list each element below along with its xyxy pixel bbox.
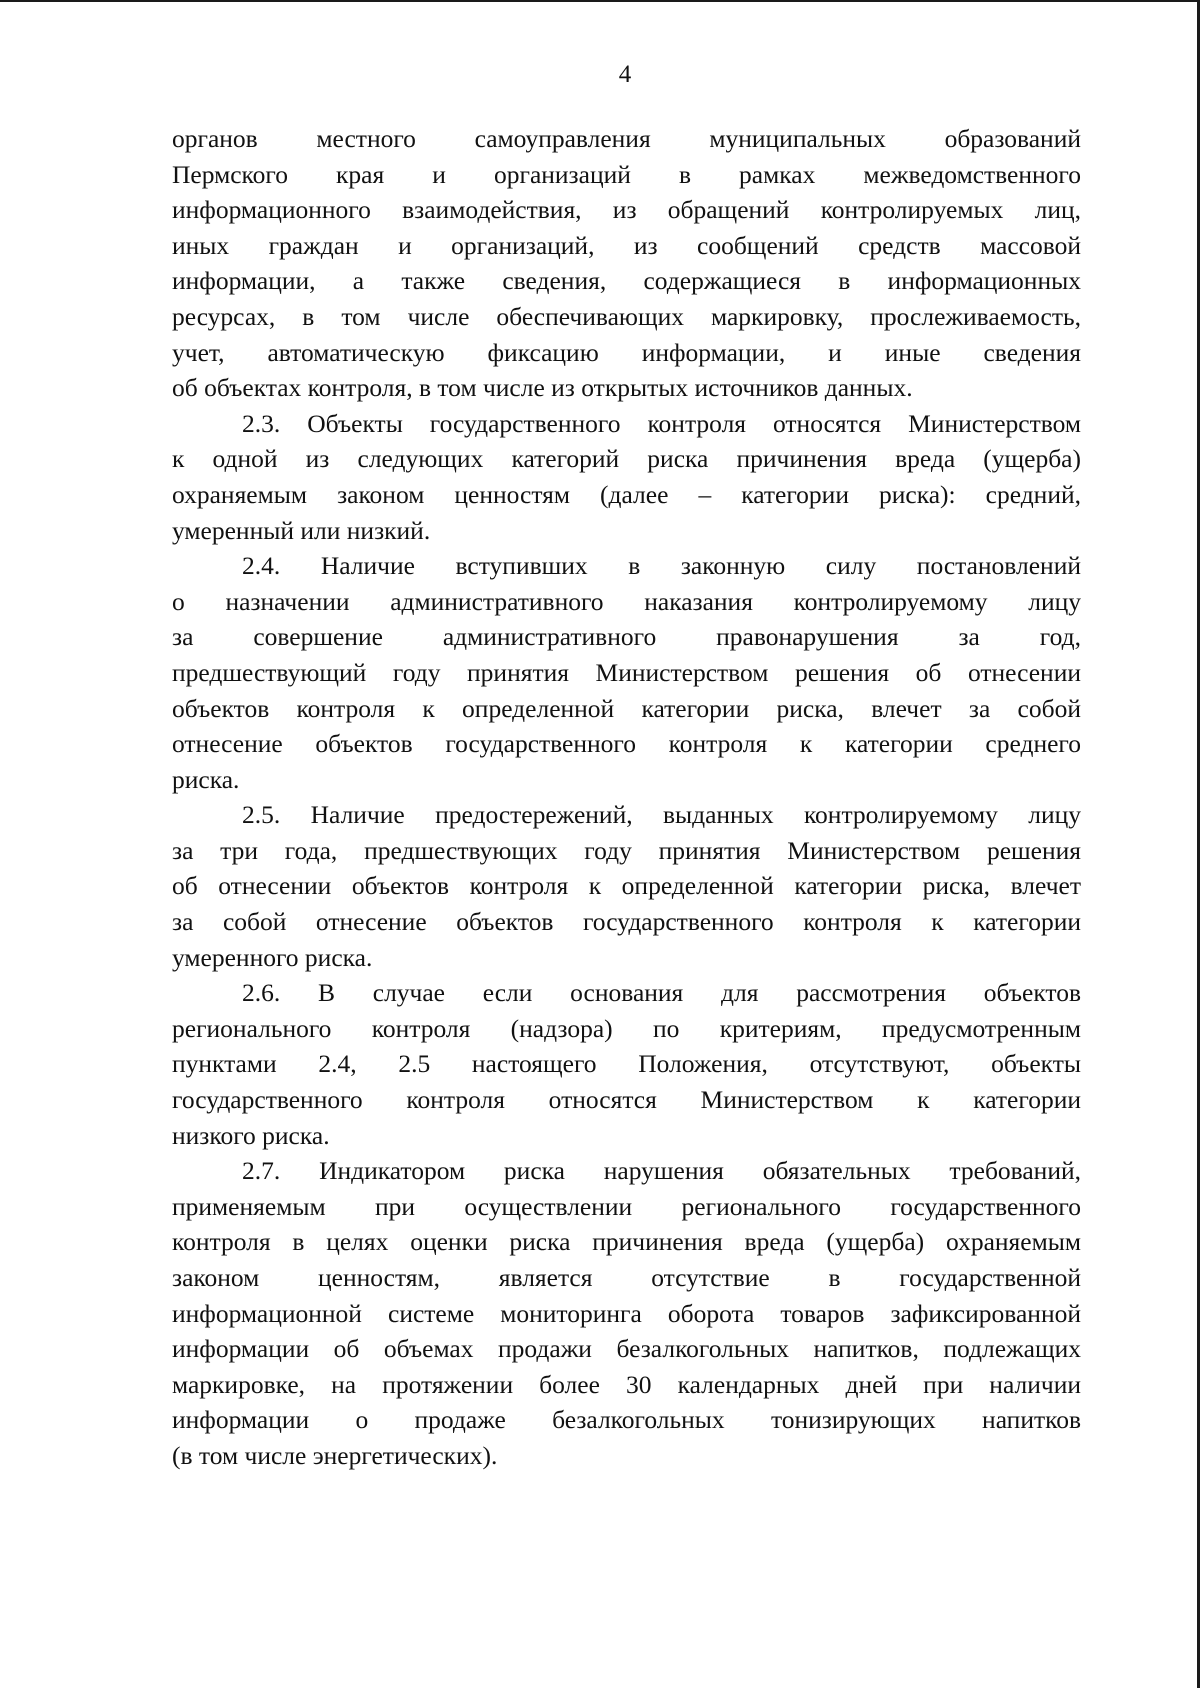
- text-line: пунктами 2.4, 2.5 настоящего Положения, отсутствуют, объекты: [172, 1049, 1081, 1079]
- text-line: о назначении административного наказания контролируемому лицу: [172, 586, 1081, 616]
- text-line: 2.4. Наличие вступивших в законную силу постановлений: [242, 551, 1081, 581]
- text-line: информации об объемах продажи безалкогольных напитков, подлежащих: [172, 1334, 1081, 1364]
- text-line: законом ценностям, является отсутствие в государственной: [172, 1263, 1081, 1292]
- text-line: за три года, предшествующих году принятия Министерством решения: [172, 835, 1081, 865]
- text-line: 2.5. Наличие предостережений, выданных контролируемому лицу: [242, 800, 1081, 830]
- text-line: органов местного самоуправления муниципальных образований: [172, 124, 1081, 153]
- text-line: 2.3. Объекты государственного контроля относятся Министерством: [242, 408, 1081, 438]
- paragraph-2-4: [172, 548, 1081, 797]
- text-line: информационной системе мониторинга оборота товаров зафиксированной: [172, 1298, 1081, 1328]
- text-line: (в том числе энергетических).: [172, 1440, 498, 1470]
- text-line: охраняемым законом ценностям (далее – категории риска): средний,: [172, 479, 1081, 509]
- text-line: применяемым при осуществлении регионального государственного: [172, 1191, 1081, 1221]
- text-line: за собой отнесение объектов государственного контроля к категории: [172, 907, 1081, 937]
- text-line: информации о продаже безалкогольных тонизирующих напитков: [172, 1405, 1081, 1435]
- text-line: низкого риска.: [172, 1120, 330, 1150]
- text-line: 2.6. В случае если основания для рассмотрения объектов: [242, 978, 1081, 1008]
- text-line: информационного взаимодействия, из обращений контролируемых лиц,: [172, 195, 1081, 225]
- text-line: умеренный или низкий.: [172, 515, 431, 545]
- text-line: маркировке, на протяжении более 30 календарных дней при наличии: [172, 1369, 1081, 1399]
- text-line: объектов контроля к определенной категории риска, влечет за собой: [172, 693, 1081, 723]
- text-line: ресурсах, в том числе обеспечивающих маркировку, прослеживаемость,: [172, 301, 1081, 331]
- text-line: предшествующий году принятия Министерством решения об отнесении: [172, 657, 1081, 687]
- paragraph-2-7: [172, 1153, 1081, 1473]
- paragraph-2-6: [172, 975, 1081, 1153]
- text-line: государственного контроля относятся Министерством к категории: [172, 1085, 1081, 1115]
- text-line: 2.7. Индикатором риска нарушения обязательных требований,: [242, 1156, 1081, 1186]
- text-line: регионального контроля (надзора) по критериям, предусмотренным: [172, 1013, 1081, 1043]
- text-line: об отнесении объектов контроля к определенной категории риска, влечет: [172, 871, 1081, 901]
- paragraph-2-3: [172, 406, 1081, 548]
- text-line: умеренного риска.: [172, 942, 373, 972]
- text-line: контроля в целях оценки риска причинения вреда (ущерба) охраняемым: [172, 1227, 1081, 1257]
- text-line: риска.: [172, 764, 240, 794]
- text-line: информации, а также сведения, содержащиеся в информационных: [172, 266, 1081, 296]
- text-line: Пермского края и организаций в рамках межведомственного: [172, 159, 1081, 189]
- paragraph-2-5: [172, 797, 1081, 975]
- text-line: об объектах контроля, в том числе из открытых источников данных.: [172, 373, 913, 403]
- paragraph-continuation: [172, 121, 1081, 406]
- text-line: к одной из следующих категорий риска причинения вреда (ущерба): [172, 444, 1081, 474]
- text-line: учет, автоматическую фиксацию информации, и иные сведения: [172, 337, 1081, 367]
- text-line: отнесение объектов государственного контроля к категории среднего: [172, 729, 1081, 759]
- scan-edge-top: [0, 0, 1200, 2]
- document-body: [172, 121, 1081, 1474]
- page-number: 4: [618, 61, 632, 88]
- text-line: иных граждан и организаций, из сообщений средств массовой: [172, 230, 1081, 260]
- text-line: за совершение административного правонарушения за год,: [172, 622, 1081, 652]
